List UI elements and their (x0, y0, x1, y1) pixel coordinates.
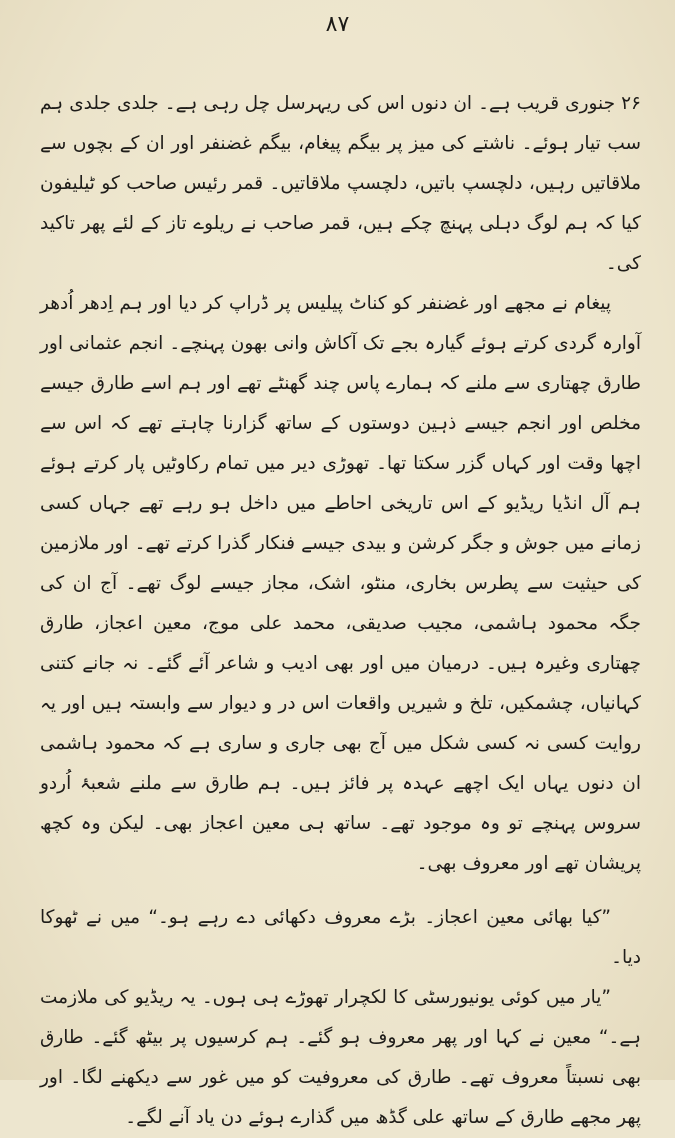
page-body (40, 84, 641, 1138)
page-number: ۸۷ (325, 12, 350, 37)
paragraph-2: پیغام نے مجھے اور غضنفر کو کناٹ پیلیس پر ڈراپ کر دیا اور ہم اِدھر اُدھر آوارہ گردی کرتے ہوئے گیارہ بجے تک آکاش وانی بھون پہنچے۔ انجم عثمانی اور طارق چھتاری سے ملنے کہ ہمارے پاس چند گھنٹے تھے اور ہم اسے طارق جیسے مخلص اور انجم جیسے ذہین دوستوں کے ساتھ گزارنا چاہتے تھے کہ اس سے اچھا وقت اور کہاں گزر سکتا تھا۔ تھوڑی دیر میں تمام رکاوٹیں پار کرتے ہوئے ہم آل انڈیا ریڈیو کے اس تاریخی احاطے میں داخل ہو رہے تھے جہاں کسی زمانے میں جوش و جگر کرشن و بیدی جیسے فنکار گذرا کرتے تھے۔ اور ملازمین کی حیثیت سے پطرس بخاری، منٹو، اشک، مجاز جیسے لوگ تھے۔ آج ان کی جگہ محمود ہاشمی، مجیب صدیقی، محمد علی موج، معین اعجاز، طارق چھتاری وغیرہ ہیں۔ درمیان میں اور بھی ادیب و شاعر آئے گئے۔ نہ جانے کتنی کہانیاں، چشمکیں، تلخ و شیریں واقعات اس در و دیوار سے وابستہ ہیں اور یہ روایت کسی نہ کسی شکل میں آج بھی جاری و ساری ہے کہ محمود ہاشمی ان دنوں یہاں ایک اچھے عہدہ پر فائز ہیں۔ ہم طارق سے ملنے شعبۂ اُردو سروس پہنچے تو وہ موجود تھے۔ ساتھ ہی معین اعجاز بھی۔ لیکن وہ کچھ پریشان تھے اور معروف بھی۔ (40, 293, 641, 874)
paragraph-3: ”کیا بھائی معین اعجاز۔ بڑے معروف دکھائی دے رہے ہو۔“ میں نے ٹھوکا دیا۔ (40, 907, 641, 968)
paragraph-1: ۲۶ جنوری قریب ہے۔ ان دنوں اس کی ریہرسل چل رہی ہے۔ جلدی جلدی ہم سب تیار ہوئے۔ ناشتے کی میز پر بیگم پیغام، بیگم غضنفر اور ان کے بچوں سے ملاقاتیں رہیں، دلچسپ باتیں، دلچسپ ملاقاتیں۔ قمر رئیس صاحب کو ٹیلیفون کیا کہ ہم لوگ دہلی پہنچ چکے ہیں، قمر صاحب نے ریلوے تاز کے لئے پھر تاکید کی۔ (40, 93, 641, 274)
paragraph-4: ”یار میں کوئی یونیورسٹی کا لکچرار تھوڑے ہی ہوں۔ یہ ریڈیو کی ملازمت ہے۔“ معین نے کہا اور پھر معروف ہو گئے۔ ہم کرسیوں پر بیٹھ گئے۔ طارق بھی نسبتاً معروف تھے۔ طارق کی معروفیت کو میں غور سے دیکھنے لگا۔ اور پھر مجھے طارق کے ساتھ علی گڈھ میں گذارے ہوئے دن یاد آنے لگے۔ (40, 987, 641, 1128)
